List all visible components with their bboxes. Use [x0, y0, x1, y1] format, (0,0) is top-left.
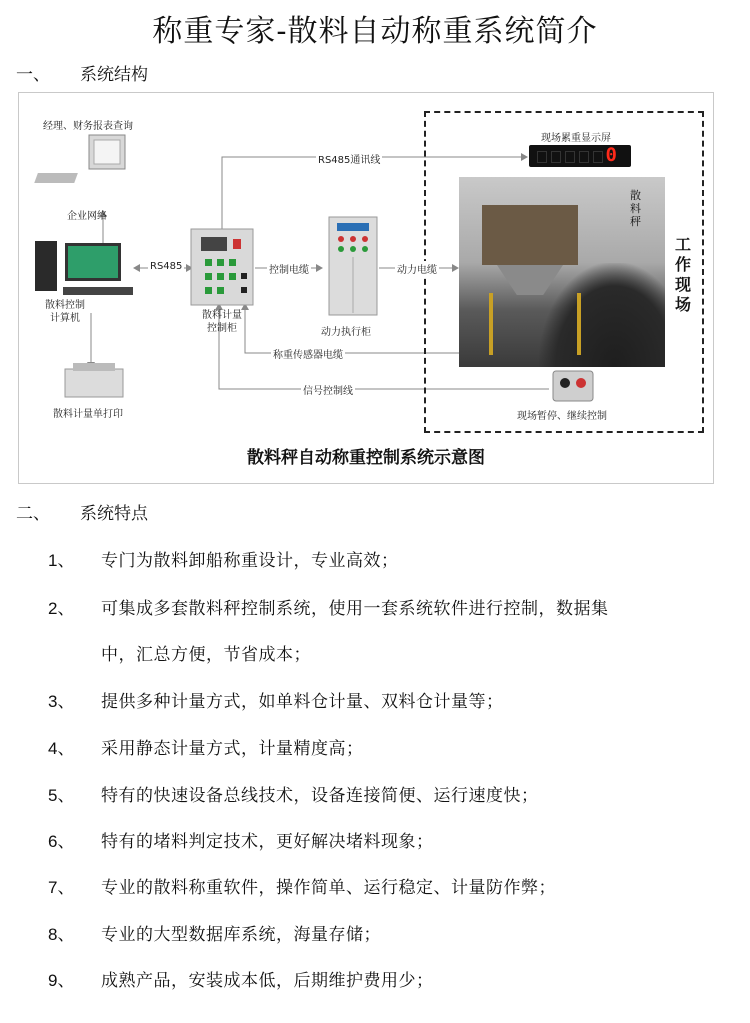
- rs485-line-label: RS485通讯线: [316, 151, 382, 166]
- cabinet-label: [191, 309, 253, 335]
- cumulative-weight-display: [529, 145, 631, 167]
- section-number: 一、: [16, 65, 50, 85]
- scale-legs: [489, 293, 581, 355]
- list-item-number: 6、: [48, 832, 75, 851]
- section-heading-structure: [16, 60, 148, 85]
- computer-label-line: 计算机: [50, 313, 80, 324]
- list-item: 专业的散料称重软件，操作简单、运行稳定、计量防作弊；: [101, 878, 556, 898]
- section-heading-features: [16, 499, 148, 524]
- list-item: 成熟产品，安装成本低，后期维护费用少；: [101, 971, 434, 991]
- list-item: 专业的大型数据库系统，海量存储；: [101, 925, 381, 945]
- control-cable-label: 控制电缆: [267, 261, 311, 276]
- power-cable-label: 动力电缆: [395, 261, 439, 276]
- power-cabinet-label: 动力执行柜: [321, 327, 371, 338]
- list-item: 可集成多套散料秤控制系统，使用一套系统软件进行控制，数据集: [101, 599, 609, 619]
- list-item: 特有的堵料判定技术，更好解决堵料现象；: [101, 832, 434, 852]
- printer-label: 散料计量单打印: [53, 409, 123, 420]
- system-diagram: [18, 92, 714, 484]
- list-item-number: 2、: [48, 599, 75, 618]
- list-item: 特有的快速设备总线技术，设备连接简便、运行速度快；: [101, 786, 539, 806]
- list-item-number: 8、: [48, 925, 75, 944]
- bulk-scale-label: 散料秤: [630, 189, 641, 228]
- list-item: 提供多种计量方式，如单料仓计量、双料仓计量等；: [101, 692, 504, 712]
- computer-label: [37, 299, 93, 325]
- display-digit: 0: [605, 144, 617, 166]
- scale-hopper: [482, 205, 578, 265]
- intranet-label: 企业网络: [67, 211, 107, 222]
- section-number: 二、: [16, 504, 50, 524]
- signal-line-label: 信号控制线: [301, 382, 355, 397]
- computer-label-line: 散料控制: [45, 300, 85, 311]
- cabinet-label-line: 控制柜: [207, 323, 237, 334]
- list-item: 专门为散料卸船称重设计，专业高效；: [101, 551, 399, 571]
- sensor-cable-label: 称重传感器电缆: [271, 346, 345, 361]
- diagram-caption: 散料秤自动称重控制系统示意图: [247, 448, 485, 468]
- work-site-label: 工作现场: [674, 235, 691, 314]
- manager-query-label: 经理、财务报表查询: [43, 121, 133, 132]
- list-item: 采用静态计量方式，计量精度高；: [101, 739, 364, 759]
- cabinet-label-line: 散料计量: [202, 310, 242, 321]
- page-title: 称重专家-散料自动称重系统简介: [152, 14, 598, 49]
- list-item-number: 3、: [48, 692, 75, 711]
- list-item-number: 4、: [48, 739, 75, 758]
- list-item-number: 9、: [48, 971, 75, 990]
- section-label: 系统特点: [80, 504, 148, 524]
- section-label: 系统结构: [80, 65, 148, 85]
- pause-control-label: 现场暂停、继续控制: [517, 411, 607, 422]
- list-item-number: 7、: [48, 878, 75, 897]
- list-item-continued: 中，汇总方便，节省成本；: [101, 645, 311, 665]
- list-item-number: 1、: [48, 551, 75, 570]
- display-label: 现场累重显示屏: [541, 133, 611, 144]
- rs485-label: RS485: [150, 261, 183, 272]
- list-item-number: 5、: [48, 786, 75, 805]
